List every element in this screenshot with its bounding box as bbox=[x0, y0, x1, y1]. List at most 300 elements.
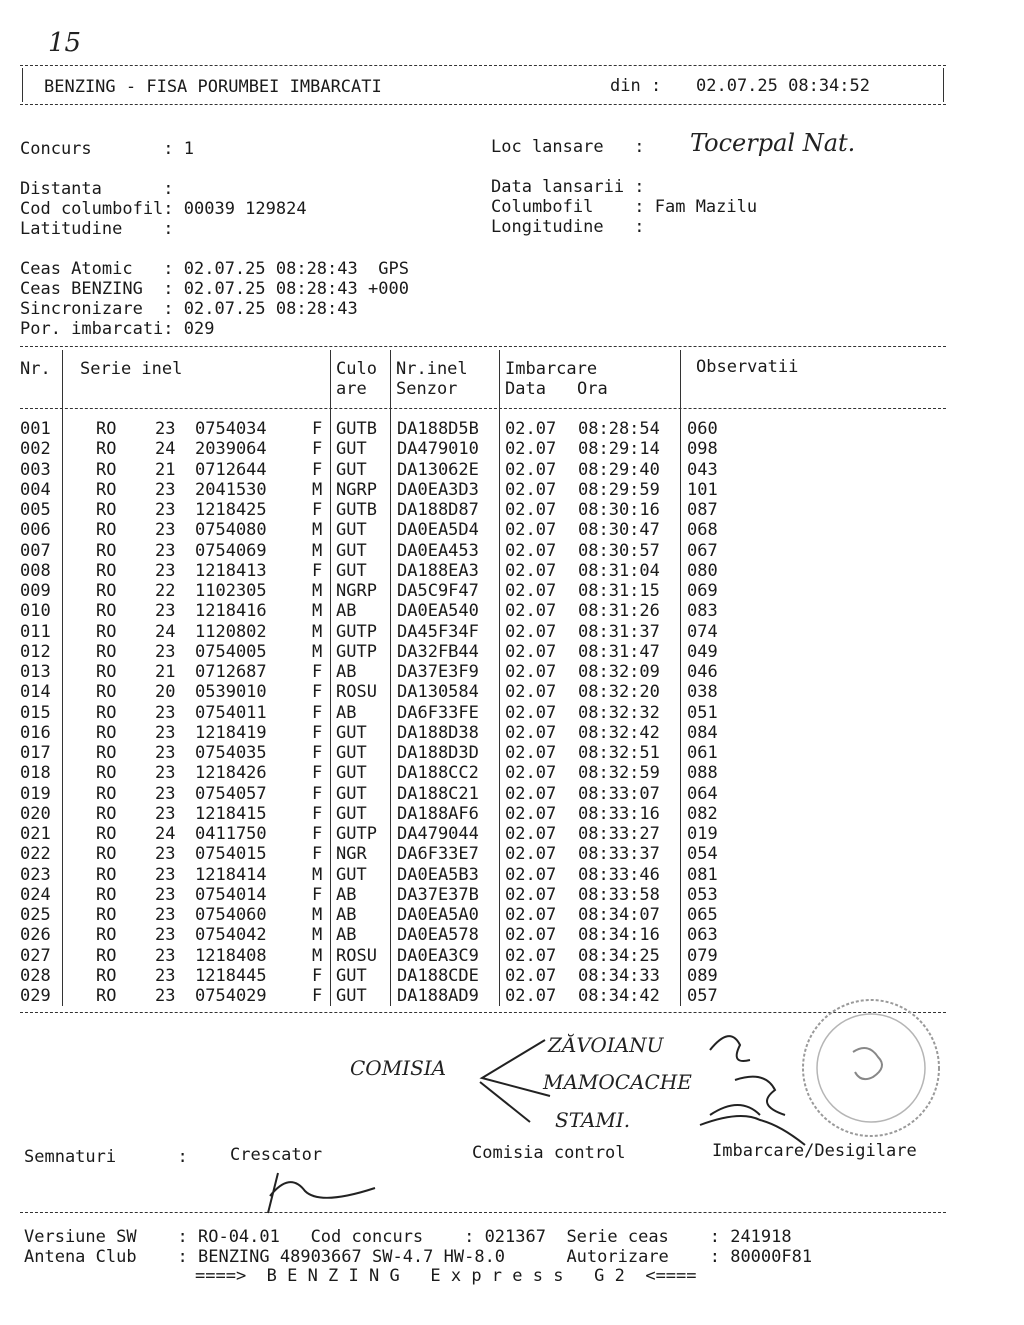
row-culoare: GUT bbox=[336, 520, 367, 541]
row-sex: M bbox=[312, 905, 323, 925]
row-senzor: DA188D5B bbox=[397, 419, 479, 439]
row-sex: M bbox=[312, 520, 323, 541]
row-inel: 0754015 bbox=[195, 844, 267, 865]
row-ora: 08:34:33 bbox=[578, 965, 660, 986]
row-data: 02.07 bbox=[505, 682, 557, 703]
row-ora: 08:34:42 bbox=[578, 986, 660, 1006]
row-nr: 007 bbox=[20, 540, 51, 561]
row-culoare: GUT bbox=[336, 803, 367, 824]
row-observatii: 054 bbox=[687, 844, 718, 865]
row-an: 23 bbox=[155, 803, 176, 824]
table-row bbox=[20, 865, 760, 885]
row-senzor: DA32FB44 bbox=[397, 641, 479, 662]
row-ora: 08:32:20 bbox=[578, 682, 660, 703]
row-nr: 023 bbox=[20, 864, 51, 885]
row-tara: RO bbox=[96, 884, 117, 905]
table-row bbox=[20, 662, 760, 682]
row-observatii: 063 bbox=[687, 925, 718, 946]
row-data: 02.07 bbox=[505, 641, 557, 662]
row-nr: 021 bbox=[20, 824, 51, 844]
row-inel: 1218413 bbox=[195, 560, 267, 581]
row-culoare: AB bbox=[336, 601, 357, 622]
row-an: 23 bbox=[155, 560, 176, 581]
row-culoare: AB bbox=[336, 905, 357, 925]
row-sex: F bbox=[312, 702, 323, 723]
row-sex: F bbox=[312, 884, 323, 905]
row-data: 02.07 bbox=[505, 905, 557, 925]
table-row bbox=[20, 703, 760, 723]
row-sex: F bbox=[312, 763, 323, 784]
row-culoare: AB bbox=[336, 925, 357, 946]
row-senzor: DA0EA540 bbox=[397, 601, 479, 622]
row-culoare: GUT bbox=[336, 965, 367, 986]
row-inel: 1218414 bbox=[195, 864, 267, 885]
row-senzor: DA130584 bbox=[397, 682, 479, 703]
row-an: 23 bbox=[155, 986, 176, 1006]
row-ora: 08:28:54 bbox=[578, 419, 660, 439]
row-data: 02.07 bbox=[505, 945, 557, 966]
row-tara: RO bbox=[96, 459, 117, 480]
row-senzor: DA188CDE bbox=[397, 965, 479, 986]
row-inel: 0712687 bbox=[195, 662, 267, 682]
row-culoare: GUT bbox=[336, 783, 367, 804]
row-observatii: 087 bbox=[687, 500, 718, 520]
row-ora: 08:31:37 bbox=[578, 621, 660, 642]
row-tara: RO bbox=[96, 621, 117, 642]
row-ora: 08:30:57 bbox=[578, 540, 660, 561]
row-ora: 08:34:25 bbox=[578, 945, 660, 966]
row-sex: F bbox=[312, 662, 323, 682]
row-inel: 0539010 bbox=[195, 682, 267, 703]
row-tara: RO bbox=[96, 905, 117, 925]
loc-lansare-field: Loc lansare : bbox=[491, 137, 645, 157]
row-nr: 003 bbox=[20, 459, 51, 480]
row-sex: F bbox=[312, 965, 323, 986]
row-nr: 013 bbox=[20, 662, 51, 682]
row-culoare: GUT bbox=[336, 439, 367, 460]
col-header-serie-inel: Serie inel bbox=[80, 359, 183, 379]
row-an: 23 bbox=[155, 763, 176, 784]
row-tara: RO bbox=[96, 540, 117, 561]
row-inel: 0754005 bbox=[195, 641, 267, 662]
row-nr: 022 bbox=[20, 844, 51, 865]
row-sex: M bbox=[312, 621, 323, 642]
row-culoare: GUTB bbox=[336, 500, 377, 520]
row-observatii: 081 bbox=[687, 864, 718, 885]
table-header-bottom-border bbox=[20, 408, 946, 409]
versiune-sw-line: Versiune SW : RO-04.01 Cod concurs : 021367 Serie ceas : 241918 bbox=[24, 1227, 792, 1247]
row-tara: RO bbox=[96, 803, 117, 824]
table-row bbox=[20, 723, 760, 743]
col-header-culoare-1: Culo bbox=[336, 359, 377, 379]
row-data: 02.07 bbox=[505, 844, 557, 865]
row-culoare: NGRP bbox=[336, 581, 377, 601]
row-sex: F bbox=[312, 743, 323, 763]
row-an: 23 bbox=[155, 743, 176, 763]
row-ora: 08:34:16 bbox=[578, 925, 660, 946]
col-header-ora: Ora bbox=[577, 379, 608, 399]
row-senzor: DA188D38 bbox=[397, 722, 479, 743]
row-senzor: DA0EA5D4 bbox=[397, 520, 479, 541]
row-tara: RO bbox=[96, 965, 117, 986]
row-data: 02.07 bbox=[505, 540, 557, 561]
row-senzor: DA37E37B bbox=[397, 884, 479, 905]
crescator-signature bbox=[260, 1168, 390, 1218]
row-an: 23 bbox=[155, 702, 176, 723]
row-data: 02.07 bbox=[505, 459, 557, 480]
row-observatii: 089 bbox=[687, 965, 718, 986]
row-inel: 0754060 bbox=[195, 905, 267, 925]
row-ora: 08:33:58 bbox=[578, 884, 660, 905]
row-sex: M bbox=[312, 540, 323, 561]
row-culoare: GUT bbox=[336, 743, 367, 763]
row-data: 02.07 bbox=[505, 965, 557, 986]
row-observatii: 051 bbox=[687, 702, 718, 723]
row-inel: 0712644 bbox=[195, 459, 267, 480]
row-senzor: DA188CC2 bbox=[397, 763, 479, 784]
row-tara: RO bbox=[96, 419, 117, 439]
row-sex: M bbox=[312, 479, 323, 500]
row-sex: F bbox=[312, 803, 323, 824]
row-tara: RO bbox=[96, 520, 117, 541]
col-header-data: Data bbox=[505, 379, 546, 399]
row-senzor: DA188D87 bbox=[397, 500, 479, 520]
table-row bbox=[20, 986, 760, 1006]
row-nr: 005 bbox=[20, 500, 51, 520]
row-data: 02.07 bbox=[505, 986, 557, 1006]
row-inel: 1218425 bbox=[195, 500, 267, 520]
table-row bbox=[20, 682, 760, 702]
row-nr: 028 bbox=[20, 965, 51, 986]
row-observatii: 098 bbox=[687, 439, 718, 460]
row-ora: 08:31:47 bbox=[578, 641, 660, 662]
row-an: 23 bbox=[155, 844, 176, 865]
row-inel: 1218415 bbox=[195, 803, 267, 824]
row-ora: 08:31:04 bbox=[578, 560, 660, 581]
row-observatii: 067 bbox=[687, 540, 718, 561]
row-culoare: NGRP bbox=[336, 479, 377, 500]
row-data: 02.07 bbox=[505, 783, 557, 804]
crescator-label: Crescator bbox=[230, 1145, 323, 1165]
row-inel: 1120802 bbox=[195, 621, 267, 642]
table-row bbox=[20, 946, 760, 966]
col-header-imbarcare: Imbarcare bbox=[505, 359, 598, 379]
row-observatii: 079 bbox=[687, 945, 718, 966]
commission-signatures bbox=[670, 1020, 810, 1150]
row-inel: 1218408 bbox=[195, 945, 267, 966]
row-an: 24 bbox=[155, 621, 176, 642]
imbarcare-desigilare-label: Imbarcare/Desigilare bbox=[712, 1141, 917, 1161]
row-ora: 08:30:47 bbox=[578, 520, 660, 541]
row-sex: F bbox=[312, 459, 323, 480]
row-ora: 08:29:40 bbox=[578, 459, 660, 480]
row-culoare: GUT bbox=[336, 540, 367, 561]
table-row bbox=[20, 784, 760, 804]
row-inel: 1102305 bbox=[195, 581, 267, 601]
row-nr: 025 bbox=[20, 905, 51, 925]
table-row bbox=[20, 460, 760, 480]
row-data: 02.07 bbox=[505, 722, 557, 743]
table-top-border bbox=[20, 346, 946, 347]
row-an: 23 bbox=[155, 500, 176, 520]
row-inel: 0754057 bbox=[195, 783, 267, 804]
row-inel: 1218416 bbox=[195, 601, 267, 622]
por-imbarcati-field: Por. imbarcati: 029 bbox=[20, 319, 215, 339]
header-right-border bbox=[943, 68, 944, 102]
row-culoare: AB bbox=[336, 662, 357, 682]
row-sex: F bbox=[312, 783, 323, 804]
table-row bbox=[20, 642, 760, 662]
row-data: 02.07 bbox=[505, 864, 557, 885]
row-culoare: GUT bbox=[336, 560, 367, 581]
row-data: 02.07 bbox=[505, 581, 557, 601]
table-row bbox=[20, 925, 760, 945]
row-tara: RO bbox=[96, 763, 117, 784]
semnaturi-label: Semnaturi : bbox=[24, 1147, 188, 1167]
row-inel: 0411750 bbox=[195, 824, 267, 844]
row-tara: RO bbox=[96, 479, 117, 500]
row-an: 23 bbox=[155, 520, 176, 541]
row-observatii: 038 bbox=[687, 682, 718, 703]
row-an: 23 bbox=[155, 965, 176, 986]
row-an: 24 bbox=[155, 824, 176, 844]
row-observatii: 065 bbox=[687, 905, 718, 925]
table-row bbox=[20, 763, 760, 783]
row-sex: F bbox=[312, 560, 323, 581]
row-nr: 024 bbox=[20, 884, 51, 905]
row-an: 23 bbox=[155, 479, 176, 500]
row-senzor: DA45F34F bbox=[397, 621, 479, 642]
row-inel: 0754035 bbox=[195, 743, 267, 763]
row-observatii: 082 bbox=[687, 803, 718, 824]
row-ora: 08:30:16 bbox=[578, 500, 660, 520]
row-nr: 020 bbox=[20, 803, 51, 824]
table-row bbox=[20, 885, 760, 905]
row-culoare: GUT bbox=[336, 986, 367, 1006]
row-senzor: DA6F33E7 bbox=[397, 844, 479, 865]
row-observatii: 084 bbox=[687, 722, 718, 743]
row-ora: 08:31:26 bbox=[578, 601, 660, 622]
antena-club-line: Antena Club : BENZING 48903667 SW-4.7 HW-8.0 Autorizare : 80000F81 bbox=[24, 1247, 813, 1267]
row-senzor: DA188AD9 bbox=[397, 986, 479, 1006]
row-data: 02.07 bbox=[505, 763, 557, 784]
row-culoare: GUTB bbox=[336, 419, 377, 439]
row-an: 23 bbox=[155, 722, 176, 743]
row-nr: 015 bbox=[20, 702, 51, 723]
row-sex: F bbox=[312, 500, 323, 520]
row-observatii: 046 bbox=[687, 662, 718, 682]
sincronizare-field: Sincronizare : 02.07.25 08:28:43 bbox=[20, 299, 358, 319]
row-an: 23 bbox=[155, 925, 176, 946]
ceas-benzing-field: Ceas BENZING : 02.07.25 08:28:43 +000 bbox=[20, 279, 409, 299]
row-sex: M bbox=[312, 864, 323, 885]
row-ora: 08:33:07 bbox=[578, 783, 660, 804]
row-inel: 1218445 bbox=[195, 965, 267, 986]
row-tara: RO bbox=[96, 702, 117, 723]
row-senzor: DA13062E bbox=[397, 459, 479, 480]
row-sex: F bbox=[312, 722, 323, 743]
row-observatii: 083 bbox=[687, 601, 718, 622]
row-an: 23 bbox=[155, 884, 176, 905]
row-senzor: DA188EA3 bbox=[397, 560, 479, 581]
row-inel: 2041530 bbox=[195, 479, 267, 500]
row-tara: RO bbox=[96, 439, 117, 460]
row-culoare: GUTP bbox=[336, 641, 377, 662]
row-sex: F bbox=[312, 824, 323, 844]
row-observatii: 053 bbox=[687, 884, 718, 905]
row-observatii: 060 bbox=[687, 419, 718, 439]
row-culoare: GUT bbox=[336, 763, 367, 784]
row-observatii: 061 bbox=[687, 743, 718, 763]
comisia-handwritten: COMISIA bbox=[350, 1056, 447, 1080]
row-tara: RO bbox=[96, 500, 117, 520]
row-nr: 014 bbox=[20, 682, 51, 703]
row-culoare: GUT bbox=[336, 722, 367, 743]
row-observatii: 043 bbox=[687, 459, 718, 480]
row-data: 02.07 bbox=[505, 662, 557, 682]
row-an: 23 bbox=[155, 783, 176, 804]
row-senzor: DA0EA5B3 bbox=[397, 864, 479, 885]
row-observatii: 049 bbox=[687, 641, 718, 662]
row-tara: RO bbox=[96, 925, 117, 946]
row-sex: M bbox=[312, 581, 323, 601]
row-data: 02.07 bbox=[505, 419, 557, 439]
latitudine-field: Latitudine : bbox=[20, 219, 174, 239]
row-data: 02.07 bbox=[505, 743, 557, 763]
loc-lansare-handwritten: Tocerpal Nat. bbox=[690, 129, 856, 157]
row-inel: 1218426 bbox=[195, 763, 267, 784]
col-header-observatii: Observatii bbox=[696, 357, 799, 377]
commission-name-3: STAMI. bbox=[555, 1108, 631, 1132]
row-data: 02.07 bbox=[505, 601, 557, 622]
row-an: 22 bbox=[155, 581, 176, 601]
row-culoare: GUT bbox=[336, 864, 367, 885]
col-header-nr-inel-1: Nr.inel bbox=[396, 359, 468, 379]
row-senzor: DA0EA453 bbox=[397, 540, 479, 561]
row-culoare: ROSU bbox=[336, 945, 377, 966]
row-inel: 0754080 bbox=[195, 520, 267, 541]
row-nr: 012 bbox=[20, 641, 51, 662]
header-top-border bbox=[20, 65, 946, 66]
row-senzor: DA479010 bbox=[397, 439, 479, 460]
row-ora: 08:34:07 bbox=[578, 905, 660, 925]
row-observatii: 088 bbox=[687, 763, 718, 784]
row-inel: 1218419 bbox=[195, 722, 267, 743]
table-row bbox=[20, 581, 760, 601]
row-nr: 018 bbox=[20, 763, 51, 784]
row-data: 02.07 bbox=[505, 560, 557, 581]
row-ora: 08:32:51 bbox=[578, 743, 660, 763]
row-an: 23 bbox=[155, 419, 176, 439]
row-nr: 026 bbox=[20, 925, 51, 946]
row-tara: RO bbox=[96, 662, 117, 682]
row-data: 02.07 bbox=[505, 702, 557, 723]
row-nr: 019 bbox=[20, 783, 51, 804]
row-tara: RO bbox=[96, 783, 117, 804]
row-ora: 08:33:46 bbox=[578, 864, 660, 885]
row-ora: 08:33:27 bbox=[578, 824, 660, 844]
row-tara: RO bbox=[96, 560, 117, 581]
row-nr: 029 bbox=[20, 986, 51, 1006]
page-number-handwritten: 15 bbox=[48, 28, 82, 58]
commission-name-1: ZĂVOIANU bbox=[548, 1033, 664, 1057]
row-inel: 0754042 bbox=[195, 925, 267, 946]
din-label: din : bbox=[610, 76, 662, 96]
row-an: 21 bbox=[155, 662, 176, 682]
row-tara: RO bbox=[96, 601, 117, 622]
row-an: 23 bbox=[155, 864, 176, 885]
commission-name-2: MAMOCACHE bbox=[543, 1070, 692, 1094]
row-nr: 011 bbox=[20, 621, 51, 642]
row-data: 02.07 bbox=[505, 824, 557, 844]
page-title: BENZING - FISA PORUMBEI IMBARCATI bbox=[44, 77, 382, 97]
row-inel: 0754034 bbox=[195, 419, 267, 439]
row-observatii: 019 bbox=[687, 824, 718, 844]
table-row bbox=[20, 905, 760, 925]
row-an: 23 bbox=[155, 905, 176, 925]
row-ora: 08:31:15 bbox=[578, 581, 660, 601]
row-sex: F bbox=[312, 986, 323, 1006]
comisia-control-label: Comisia control bbox=[472, 1143, 626, 1163]
row-observatii: 064 bbox=[687, 783, 718, 804]
row-nr: 008 bbox=[20, 560, 51, 581]
row-data: 02.07 bbox=[505, 439, 557, 460]
row-data: 02.07 bbox=[505, 500, 557, 520]
row-nr: 004 bbox=[20, 479, 51, 500]
ceas-atomic-field: Ceas Atomic : 02.07.25 08:28:43 GPS bbox=[20, 259, 409, 279]
col-header-nr-inel-2: Senzor bbox=[396, 379, 458, 399]
row-ora: 08:32:32 bbox=[578, 702, 660, 723]
row-inel: 0754014 bbox=[195, 884, 267, 905]
row-senzor: DA188C21 bbox=[397, 783, 479, 804]
row-sex: M bbox=[312, 945, 323, 966]
row-data: 02.07 bbox=[505, 621, 557, 642]
row-observatii: 068 bbox=[687, 520, 718, 541]
row-sex: F bbox=[312, 682, 323, 703]
row-senzor: DA479044 bbox=[397, 824, 479, 844]
row-an: 23 bbox=[155, 945, 176, 966]
footer-top-border bbox=[20, 1212, 946, 1213]
table-row bbox=[20, 804, 760, 824]
row-ora: 08:33:37 bbox=[578, 844, 660, 865]
longitudine-field: Longitudine : bbox=[491, 217, 645, 237]
row-sex: F bbox=[312, 844, 323, 865]
row-ora: 08:29:59 bbox=[578, 479, 660, 500]
col-header-nr: Nr. bbox=[20, 359, 51, 379]
table-row bbox=[20, 622, 760, 642]
table-row bbox=[20, 743, 760, 763]
header-bottom-border bbox=[20, 104, 946, 105]
table-row bbox=[20, 439, 760, 459]
row-sex: M bbox=[312, 601, 323, 622]
row-observatii: 057 bbox=[687, 986, 718, 1006]
row-tara: RO bbox=[96, 581, 117, 601]
row-tara: RO bbox=[96, 824, 117, 844]
row-tara: RO bbox=[96, 722, 117, 743]
row-tara: RO bbox=[96, 682, 117, 703]
columbofil-field: Columbofil : Fam Mazilu bbox=[491, 197, 758, 217]
table-row bbox=[20, 824, 760, 844]
row-observatii: 101 bbox=[687, 479, 718, 500]
row-senzor: DA188D3D bbox=[397, 743, 479, 763]
row-ora: 08:29:14 bbox=[578, 439, 660, 460]
row-sex: M bbox=[312, 925, 323, 946]
benzing-banner: ====> B E N Z I N G E x p r e s s G 2 <==== bbox=[195, 1266, 697, 1286]
col-header-culoare-2: are bbox=[336, 379, 367, 399]
table-row bbox=[20, 480, 760, 500]
row-nr: 009 bbox=[20, 581, 51, 601]
row-inel: 0754029 bbox=[195, 986, 267, 1006]
